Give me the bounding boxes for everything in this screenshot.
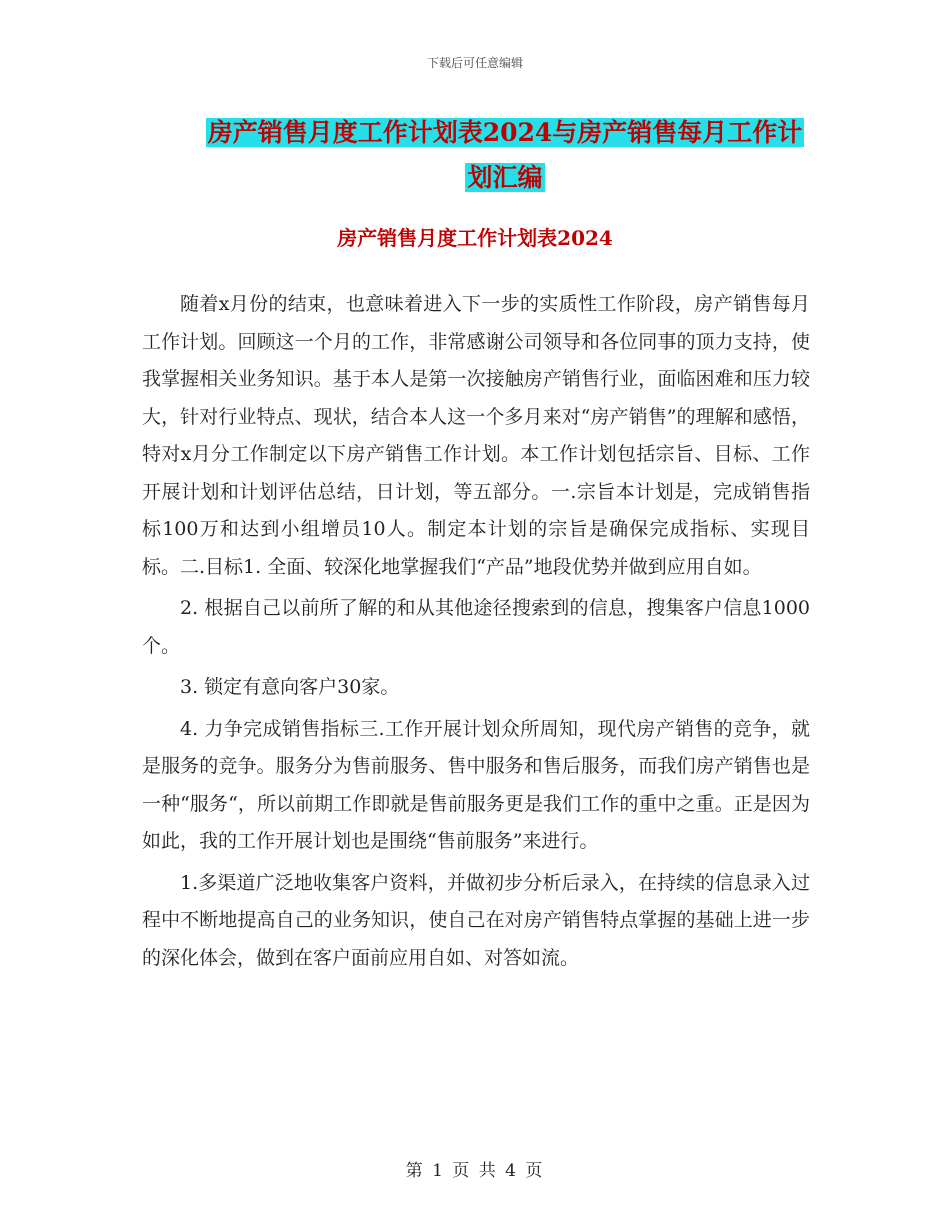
section-title: 房产销售月度工作计划表2024 — [337, 226, 613, 250]
paragraph: 2. 根据自己以前所了解的和从其他途径搜索到的信息，搜集客户信息1000个。 — [142, 597, 810, 657]
paragraph: 随着x月份的结束，也意味着进入下一步的实质性工作阶段，房产销售每月工作计划。回顾这一个月的工作，非常感谢公司领导和各位同事的顶力支持，使我掌握相关业务知识。基于本人是第一次接触房产销售行业，面临困难和压力较大，针对行业特点、现状，结合本人这一个多月来对“房产销售”的理解和感悟，特对x月分工作制定以下房产销售工作计划。本工作计划包括宗旨、目标、工作开展计划和计划评估总结，日计划，等五部分。一.宗旨本计划是，完成销售指标100万和达到小组增员10人。制定本计划的宗旨是确保完成指标、实现目标。二.目标1. 全面、较深化地掌握我们“产品”地段优势并做到应用自如。 — [142, 293, 810, 578]
document-title-line-2: 划汇编 — [467, 163, 543, 192]
document-title — [185, 110, 825, 200]
paragraph: 1.多渠道广泛地收集客户资料，并做初步分析后录入，在持续的信息录入过程中不断地提高自己的业务知识，使自己在对房产销售特点掌握的基础上进一步的深化体会，做到在客户面前应用自如、对答如流。 — [142, 871, 810, 969]
paragraph: 3. 锁定有意向客户30家。 — [180, 676, 400, 698]
paragraph: 4. 力争完成销售指标三.工作开展计划众所周知，现代房产销售的竞争，就是服务的竞争。服务分为售前服务、售中服务和售后服务，而我们房产销售也是一种“服务“，所以前期工作即就是售前服务更是我们工作的重中之重。正是因为如此，我的工作开展计划也是围绕“售前服务”来进行。 — [142, 717, 810, 852]
header-note: 下载后可任意编辑 — [426, 56, 523, 70]
body-text — [142, 286, 810, 981]
document-title-line-1: 房产销售月度工作计划表2024与房产销售每月工作计 — [207, 118, 803, 147]
page-number: 第 1 页 共 4 页 — [405, 1161, 545, 1181]
